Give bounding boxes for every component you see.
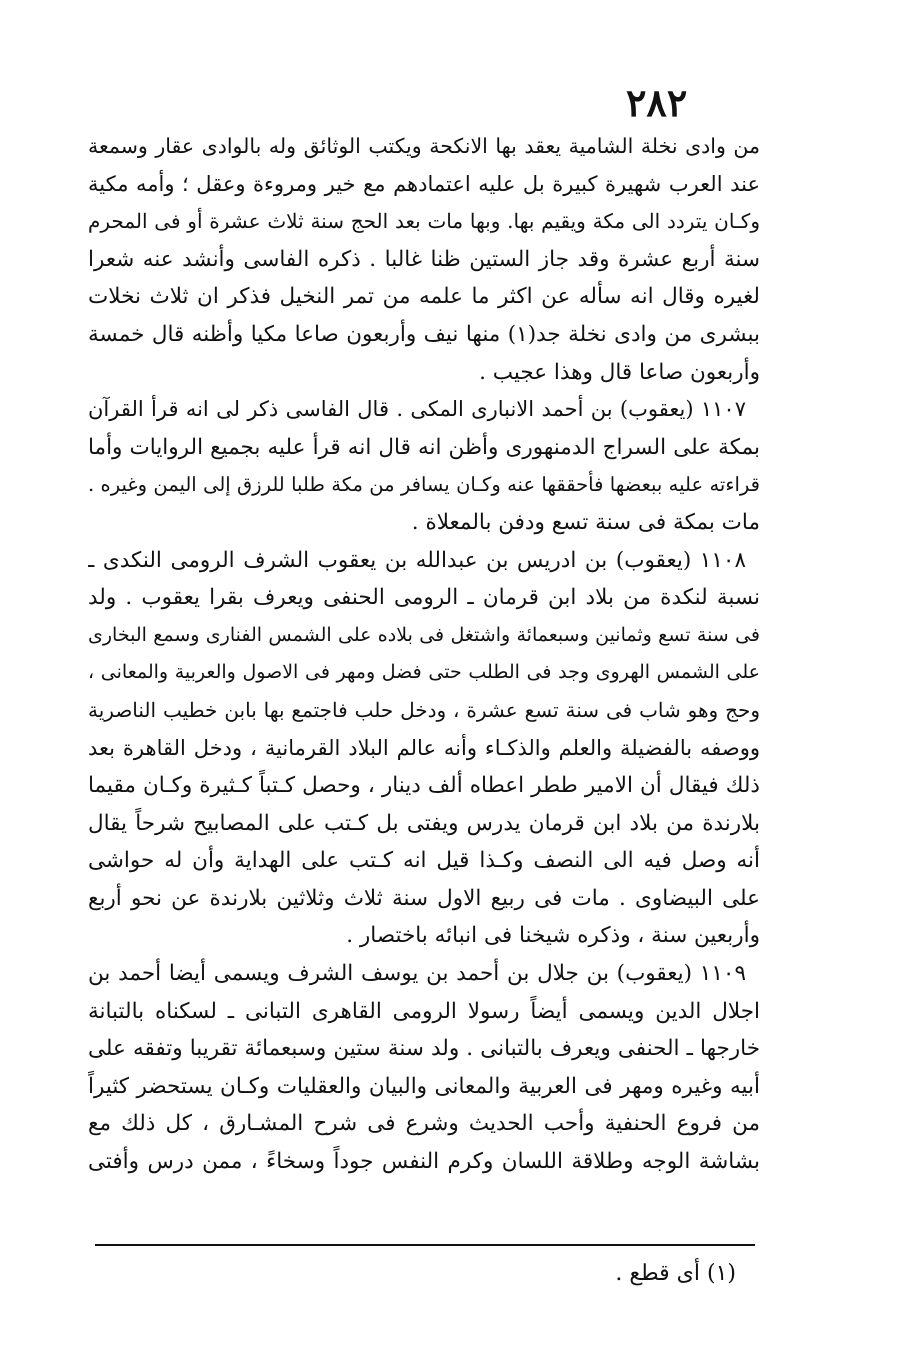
text-line: سنة أربع عشرة وقد جاز الستين ظنا غالبا . ذكره الفاسى وأنشد عنه شعرا — [88, 246, 760, 272]
text-line: بلارندة من بلاد ابن قرمان يدرس ويفتى بل كـتب على المصابيح شرحاً يقال — [88, 810, 760, 836]
text-line: على البيضاوى . مات فى ربيع الاول سنة ثلاث وثلاثين بلارندة عن نحو أربع — [88, 885, 760, 911]
text-line: أبيه وغيره ومهر فى العربية والمعانى والبيان والعقليات وكـان يستحضر كثيراً — [88, 1073, 760, 1099]
text-line: بشاشة الوجه وطلاقة اللسان وكرم النفس جوداً وسخاءً ، ممن درس وأفتى — [88, 1149, 760, 1175]
entry-1109-heading-line: ١١٠٩ (يعقوب) بن جلال بن أحمد بن يوسف الشرف ويسمى أيضا أحمد بن — [88, 961, 746, 987]
text-line: خارجها ـ الحنفى ويعرف بالتبانى . ولد سنة ستين وسبعمائة تقريبا وتفقه على — [88, 1036, 760, 1062]
text-line: فى سنة تسع وثمانين وسبعمائة واشتغل فى بلاده على الشمس الفنارى وسمع البخارى — [88, 623, 760, 646]
text-line: لغيره وقال انه سأله عن اكثر ما علمه من تمر النخيل فذكر ان ثلاث نخلات — [88, 284, 760, 310]
entry-1108-heading-line: ١١٠٨ (يعقوب) بن ادريس بن عبدالله بن يعقوب الشرف الرومى النكدى ـ — [88, 547, 746, 573]
text-line: مات بمكة فى سنة تسع ودفن بالمعلاة . — [411, 509, 760, 535]
text-line: وأربعون صاعا قال وهذا عجيب . — [479, 359, 760, 385]
footnote: (١) أى قطع . — [615, 1261, 736, 1286]
text-line: وحج وهو شاب فى سنة تسع عشرة ، ودخل حلب فاجتمع بها بابن خطيب الناصرية — [88, 697, 760, 722]
text-line: قراءته عليه ببعضها فأحققها عنه وكـان يسافر من مكة طلبا للرزق إلى اليمن وغيره . — [88, 473, 760, 497]
text-line: من فروع الحنفية وأحب الحديث وشرع فى شرح المشـارق ، كل ذلك مع — [88, 1111, 760, 1137]
entry-1107-heading-line: ١١٠٧ (يعقوب) بن أحمد الانبارى المكى . قال الفاسى ذكر لى انه قرأ القرآن — [88, 397, 746, 422]
text-line: ببشرى من وادى نخلة جد(١) منها نيف وأربعون صاعا مكيا وأظنه قال خمسة — [88, 321, 760, 347]
text-line: اجلال الدين ويسمى أيضاً رسولا الرومى القاهرى التبانى ـ لسكناه بالتبانة — [88, 998, 760, 1024]
text-line: وكـان يتردد الى مكة ويقيم بها. وبها مات بعد الحج سنة ثلاث عشرة أو فى المحرم — [88, 209, 760, 234]
body-text — [88, 128, 760, 1181]
text-line: على الشمس الهروى وجد فى الطلب حتى فضل ومهر فى الاصول والعربية والمعانى ، — [88, 661, 760, 684]
text-line: نسبة لنكدة من بلاد ابن قرمان ـ الرومى الحنفى ويعرف بقرا يعقوب . ولد — [88, 585, 760, 611]
text-line: بمكة على السراج الدمنهورى وأظن انه قال انه قرأ عليه بجميع الروايات وأما — [88, 434, 760, 460]
text-line: ذلك فيقال أن الامير ططر اعطاه ألف دينار ، وحصل كـتباً كـثيرة وكـان مقيما — [88, 773, 760, 799]
text-line: ووصفه بالفضيلة والعلم والذكـاء وأنه عالم البلاد القرمانية ، ودخل القاهرة بعد — [88, 735, 760, 760]
text-line: وأربعين سنة ، وذكره شيخنا فى انبائه باختصار . — [346, 923, 760, 949]
footnote-divider — [95, 1244, 755, 1246]
text-line: من وادى نخلة الشامية يعقد بها الانكحة ويكتب الوثائق وله بالوادى عقار وسمعة — [88, 134, 760, 158]
text-line: عند العرب شهيرة كبيرة بل عليه اعتمادهم مع خير ومروءة وعقل ؛ وأمه مكية — [88, 171, 760, 196]
page-number: ٢٨٢ — [626, 80, 688, 125]
text-line: أنه وصل فيه الى النصف وكـذا قيل انه كـتب على الهداية وأن له حواشى — [88, 848, 760, 874]
